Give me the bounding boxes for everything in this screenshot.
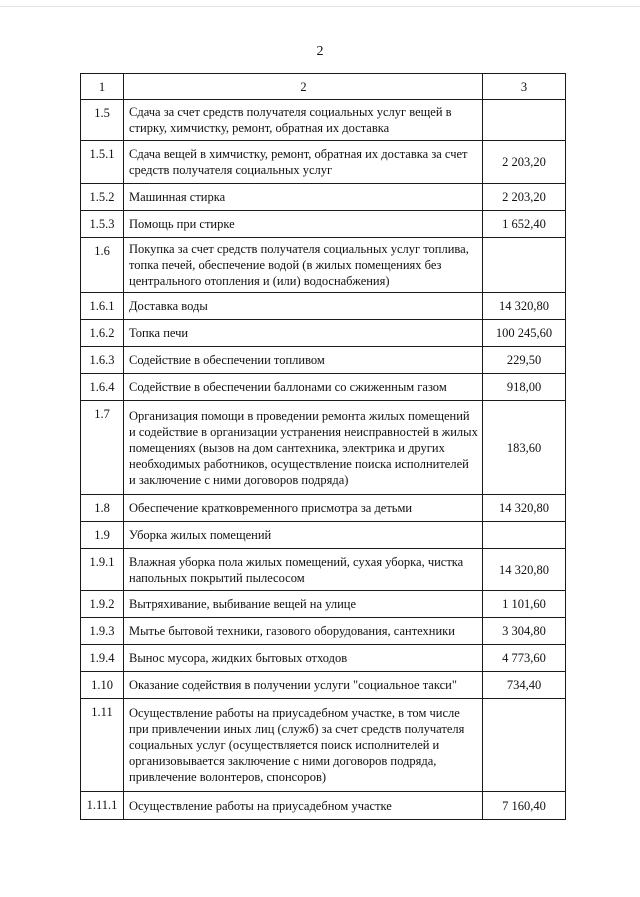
- table-row: [81, 495, 566, 522]
- table-row: [81, 293, 566, 320]
- table-row: [81, 618, 566, 645]
- row-number-cell: 1.6.2: [81, 320, 124, 347]
- table-row: [81, 699, 566, 792]
- row-price-cell: 14 320,80: [483, 293, 566, 320]
- row-price-cell: 918,00: [483, 374, 566, 401]
- row-number-cell: 1.6.1: [81, 293, 124, 320]
- row-number-cell: 1.5.3: [81, 211, 124, 238]
- row-price-cell: 4 773,60: [483, 645, 566, 672]
- row-description-cell: Вытряхивание, выбивание вещей на улице: [124, 591, 483, 618]
- row-number-cell: 1.8: [81, 495, 124, 522]
- row-description-cell: Покупка за счет средств получателя социальных услуг топлива, топка печей, обеспечение водой (в жилых помещениях без центрального отопления и (или) водоснабжения): [124, 238, 483, 293]
- row-price-cell: 2 203,20: [483, 184, 566, 211]
- row-description-cell: Вынос мусора, жидких бытовых отходов: [124, 645, 483, 672]
- row-description-cell: Содействие в обеспечении баллонами со сжиженным газом: [124, 374, 483, 401]
- row-description-cell: Осуществление работы на приусадебном участке: [124, 792, 483, 820]
- header-cell-price: 3: [483, 74, 566, 100]
- row-number-cell: 1.6.4: [81, 374, 124, 401]
- row-price-cell: [483, 238, 566, 293]
- table-row: [81, 522, 566, 549]
- row-number-cell: 1.10: [81, 672, 124, 699]
- row-description-cell: Машинная стирка: [124, 184, 483, 211]
- services-price-table: [80, 73, 566, 820]
- row-number-cell: 1.5.2: [81, 184, 124, 211]
- row-price-cell: 14 320,80: [483, 549, 566, 591]
- row-price-cell: [483, 522, 566, 549]
- row-description-cell: Организация помощи в проведении ремонта жилых помещений и содействие в организации устранения неисправностей в жилых помещениях (вызов на дом сантехника, электрика и других необходимых работников, осуществление поиска исполнителей и заключение с ними договоров подряда): [124, 401, 483, 495]
- row-description-cell: Сдача вещей в химчистку, ремонт, обратная их доставка за счет средств получателя социальных услуг: [124, 141, 483, 184]
- table-row: [81, 141, 566, 184]
- row-price-cell: [483, 699, 566, 792]
- row-number-cell: 1.9.3: [81, 618, 124, 645]
- row-number-cell: 1.9.4: [81, 645, 124, 672]
- row-number-cell: 1.6.3: [81, 347, 124, 374]
- row-description-cell: Влажная уборка пола жилых помещений, сухая уборка, чистка напольных покрытий пылесосом: [124, 549, 483, 591]
- table-row: [81, 549, 566, 591]
- row-price-cell: 100 245,60: [483, 320, 566, 347]
- header-cell-description: 2: [124, 74, 483, 100]
- table-header-row: [81, 74, 566, 100]
- page-number: 2: [316, 44, 324, 59]
- table-row: [81, 401, 566, 495]
- row-number-cell: 1.5: [81, 100, 124, 141]
- row-description-cell: Топка печи: [124, 320, 483, 347]
- table-row: [81, 347, 566, 374]
- row-description-cell: Помощь при стирке: [124, 211, 483, 238]
- row-number-cell: 1.11.1: [81, 792, 124, 820]
- row-price-cell: 229,50: [483, 347, 566, 374]
- row-number-cell: 1.9: [81, 522, 124, 549]
- row-price-cell: [483, 100, 566, 141]
- row-description-cell: Доставка воды: [124, 293, 483, 320]
- row-description-cell: Сдача за счет средств получателя социальных услуг вещей в стирку, химчистку, ремонт, обратная их доставка: [124, 100, 483, 141]
- row-price-cell: 734,40: [483, 672, 566, 699]
- row-description-cell: Оказание содействия в получении услуги "социальное такси": [124, 672, 483, 699]
- row-description-cell: Обеспечение кратковременного присмотра за детьми: [124, 495, 483, 522]
- table-row: [81, 792, 566, 820]
- row-price-cell: 14 320,80: [483, 495, 566, 522]
- table-row: [81, 211, 566, 238]
- row-price-cell: 183,60: [483, 401, 566, 495]
- table-row: [81, 184, 566, 211]
- row-number-cell: 1.9.1: [81, 549, 124, 591]
- row-number-cell: 1.5.1: [81, 141, 124, 184]
- row-description-cell: Содействие в обеспечении топливом: [124, 347, 483, 374]
- table-row: [81, 591, 566, 618]
- row-price-cell: 7 160,40: [483, 792, 566, 820]
- scan-edge-line: [0, 6, 640, 7]
- row-price-cell: 1 101,60: [483, 591, 566, 618]
- row-number-cell: 1.7: [81, 401, 124, 495]
- row-number-cell: 1.11: [81, 699, 124, 792]
- table-row: [81, 238, 566, 293]
- table-row: [81, 100, 566, 141]
- row-description-cell: Осуществление работы на приусадебном участке, в том числе при привлечении иных лиц (служб) за счет средств получателя социальных услуг (осуществляется поиск исполнителей и организовывается заключение с ними договоров подряда, привлечение волонтеров, спонсоров): [124, 699, 483, 792]
- row-price-cell: 2 203,20: [483, 141, 566, 184]
- table-row: [81, 672, 566, 699]
- row-number-cell: 1.6: [81, 238, 124, 293]
- header-cell-number: 1: [81, 74, 124, 100]
- row-description-cell: Уборка жилых помещений: [124, 522, 483, 549]
- table-row: [81, 374, 566, 401]
- table-row: [81, 320, 566, 347]
- table-row: [81, 645, 566, 672]
- row-price-cell: 3 304,80: [483, 618, 566, 645]
- row-description-cell: Мытье бытовой техники, газового оборудования, сантехники: [124, 618, 483, 645]
- row-number-cell: 1.9.2: [81, 591, 124, 618]
- row-price-cell: 1 652,40: [483, 211, 566, 238]
